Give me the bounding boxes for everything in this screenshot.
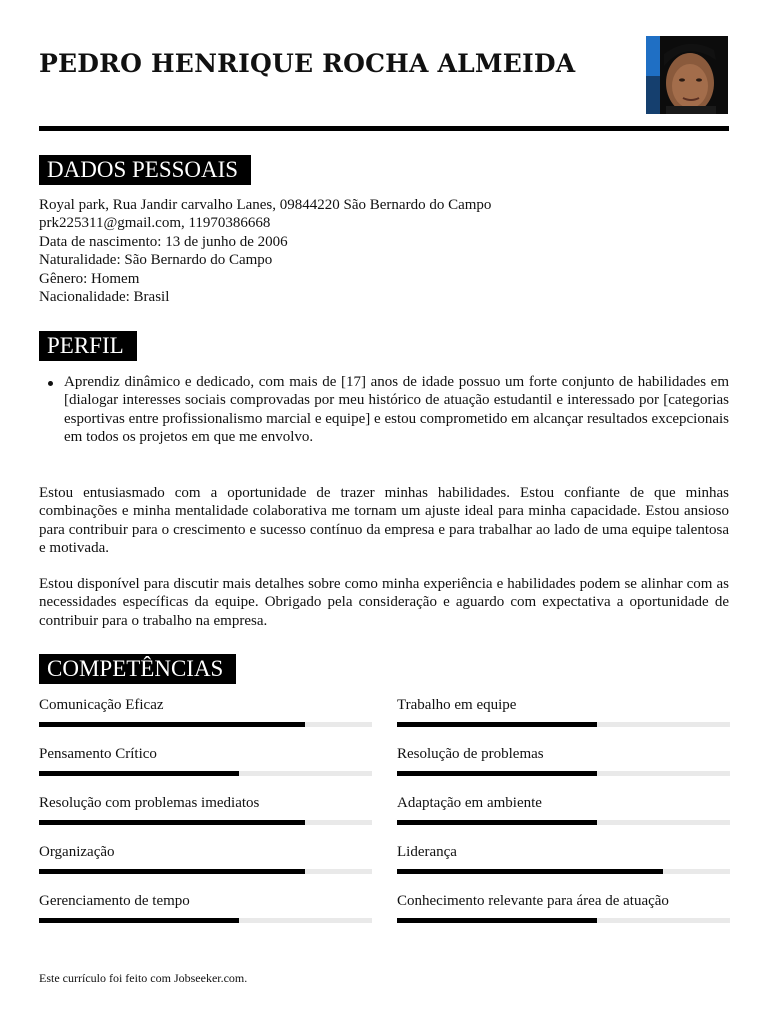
birth-date: Data de nascimento: 13 de junho de 2006 [39, 233, 288, 250]
profile-bullets [39, 373, 729, 447]
section-heading-skills: COMPETÊNCIAS [39, 654, 236, 684]
skill-bar-track [39, 722, 372, 727]
skill-item [397, 745, 730, 776]
address: Royal park, Rua Jandir carvalho Lanes, 09844220 São Bernardo do Campo [39, 197, 492, 213]
skill-bar-fill [397, 918, 597, 923]
birthplace: Naturalidade: São Bernardo do Campo [39, 252, 273, 269]
personal-details [39, 196, 729, 306]
skill-bar-fill [397, 869, 663, 874]
skill-label: Organização [39, 844, 115, 860]
skill-bar-fill [39, 820, 305, 825]
skill-item [397, 892, 730, 923]
section-heading-profile: PERFIL [39, 331, 137, 361]
contact: prk225311@gmail.com, 11970386668 [39, 215, 271, 232]
skill-label: Conhecimento relevante para área de atuação [397, 893, 669, 909]
skill-bar-fill [397, 820, 597, 825]
profile-bullet: Aprendiz dinâmico e dedicado, com mais de [17] anos de idade possuo um forte conjunto de habilidades em [dialogar interesses sociais comprovadas por meu histórico de atuação estudantil e interessado por [categorias esportivas entre profissionalismo marcial e equipe] e estou comprometido em alcançar resultados excepcionais em todos os projetos em que me envolvo. [39, 373, 729, 447]
footer-note: Este currículo foi feito com Jobseeker.com. [39, 971, 248, 985]
skill-item [39, 892, 372, 923]
skill-item [397, 696, 730, 727]
header-divider [39, 126, 729, 131]
skill-item [39, 843, 372, 874]
skill-bar-track [39, 869, 372, 874]
skill-bar-fill [39, 869, 305, 874]
skill-bar-fill [39, 771, 239, 776]
skill-bar-fill [39, 722, 305, 727]
skill-label: Gerenciamento de tempo [39, 893, 190, 909]
profile-photo [646, 36, 728, 114]
skill-bar-fill [397, 771, 597, 776]
skill-bar-track [397, 771, 730, 776]
section-heading-personal: DADOS PESSOAIS [39, 155, 251, 185]
skill-item [39, 745, 372, 776]
skill-bar-track [397, 918, 730, 923]
skill-label: Pensamento Crítico [39, 746, 157, 762]
profile-paragraph-1: Estou entusiasmado com a oportunidade de trazer minhas habilidades. Estou confiante de que minhas combinações e minha mentalidade colaborativa me tornam um ajuste ideal para minha capacidade. Estou ansioso para contribuir para o crescimento e sucesso contínuo da empresa e para trabalhar ao lado de uma equipe talentosa e motivada. [39, 485, 729, 557]
skill-item [397, 843, 730, 874]
gender: Gênero: Homem [39, 270, 140, 287]
skill-bar-track [397, 722, 730, 727]
skill-label: Resolução com problemas imediatos [39, 795, 260, 811]
skill-item [39, 794, 372, 825]
nationality: Nacionalidade: Brasil [39, 289, 170, 306]
skill-item [39, 696, 372, 727]
profile-paragraph-2: Estou disponível para discutir mais detalhes sobre como minha experiência e habilidades podem se alinhar com as necessidades específicas da equipe. Obrigado pela consideração e aguardo com expectativa a oportunidade de contribuir para o trabalho na empresa. [39, 576, 729, 629]
skill-item [397, 794, 730, 825]
skill-bar-track [39, 771, 372, 776]
profile-photo-image [646, 36, 728, 114]
skill-label: Liderança [397, 844, 457, 860]
candidate-name: PEDRO HENRIQUE ROCHA ALMEIDA [39, 49, 576, 78]
skill-bar-track [39, 918, 372, 923]
skill-bar-track [397, 820, 730, 825]
skill-bar-fill [39, 918, 239, 923]
skill-bar-track [39, 820, 372, 825]
skill-label: Adaptação em ambiente [397, 795, 542, 811]
skill-bar-fill [397, 722, 597, 727]
skill-label: Trabalho em equipe [397, 697, 517, 713]
skill-bar-track [397, 869, 730, 874]
skill-label: Comunicação Eficaz [39, 697, 164, 713]
skill-label: Resolução de problemas [397, 746, 544, 762]
